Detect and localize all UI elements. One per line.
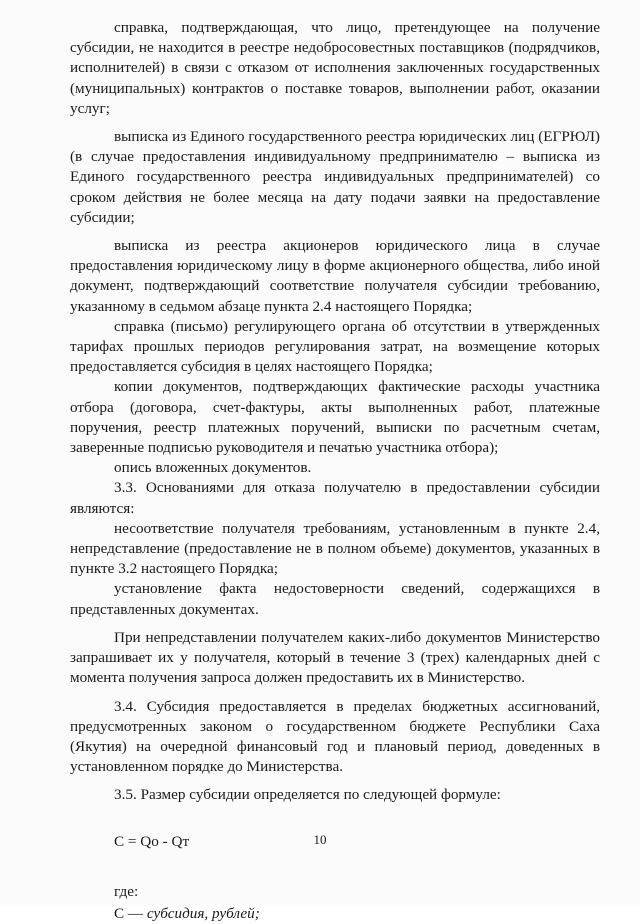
paragraph-noncompliance: несоответствие получателя требованиям, установленным в пункте 2.4, непредставление (предоставление не в полном объеме) документов, указанных в пункте 3.2 настоящего Порядка; bbox=[70, 519, 600, 578]
definition-text: субсидия, рублей; bbox=[146, 904, 260, 922]
paragraph-false-information: установление факта недостоверности сведений, содержащихся в представленных документах. bbox=[70, 580, 600, 618]
where-label: где: bbox=[114, 882, 139, 900]
paragraph-3-5-formula-intro: 3.5. Размер субсидии определяется по следующей формуле: bbox=[114, 786, 501, 804]
subsidy-formula: С = Qо - Qт bbox=[114, 832, 190, 850]
document-body bbox=[70, 18, 600, 924]
paragraph-3-3-refusal-grounds: 3.3. Основаниями для отказа получателю в предоставлении субсидии являются: bbox=[70, 479, 600, 517]
paragraph-3-4-budget-limits: 3.4. Субсидия предоставляется в пределах бюджетных ассигнований, предусмотренных законом о государственном бюджете Республики Саха (Якутия) на очередной финансовый год и плановый период, доведенных в установленном порядке до Министерства. bbox=[70, 697, 600, 776]
definition-subsidy bbox=[114, 904, 600, 924]
paragraph-egrul-extract: выписка из Единого государственного реестра юридических лиц (ЕГРЮЛ) (в случае предоставления индивидуальному предпринимателю – выписка из Единого государственного реестра индивидуальных предпринимателей) со сроком действия не более месяца на дату подачи заявки на предоставление субсидии; bbox=[70, 128, 600, 226]
paragraph-regulator-certificate: справка (письмо) регулирующего органа об отсутствии в утвержденных тарифах прошлых периодов регулирования затрат, на возмещение которых предоставляется субсидия в целях настоящего Порядка; bbox=[70, 317, 600, 376]
paragraph-shareholder-register-extract: выписка из реестра акционеров юридического лица в случае предоставления юридическому лицу в форме акционерного общества, либо иной документ, подтверждающий соответствие получателя субсидии требованию, указанному в седьмом абзаце пункта 2.4 настоящего Порядка; bbox=[70, 237, 600, 315]
paragraph-certificate-no-unscrupulous-suppliers: справка, подтверждающая, что лицо, претендующее на получение субсидии, не находится в реестре недобросовестных поставщиков (подрядчиков, исполнителей) в связи с отказом от исполнения заключенных государственных (муниципальных) контрактов о поставке товаров, выполнении работ, оказании услуг; bbox=[70, 19, 600, 117]
definition-symbol: С — bbox=[114, 904, 147, 922]
paragraph-document-request: При непредставлении получателем каких-либо документов Министерство запрашивает их у получателя, который в течение 3 (трех) календарных дней с момента получения запроса должен предоставить их в Министерство. bbox=[70, 628, 600, 687]
paragraph-expense-documents: копии документов, подтверждающих фактические расходы участника отбора (договора, счет-фактуры, акты выполненных работ, платежные поручения, реестр платежных поручений, выписки по расчетным счетам, заверенные подписью руководителя и печатью участника отбора); bbox=[70, 378, 600, 457]
page-number: 10 bbox=[313, 832, 327, 847]
paragraph-inventory: опись вложенных документов. bbox=[114, 459, 312, 477]
